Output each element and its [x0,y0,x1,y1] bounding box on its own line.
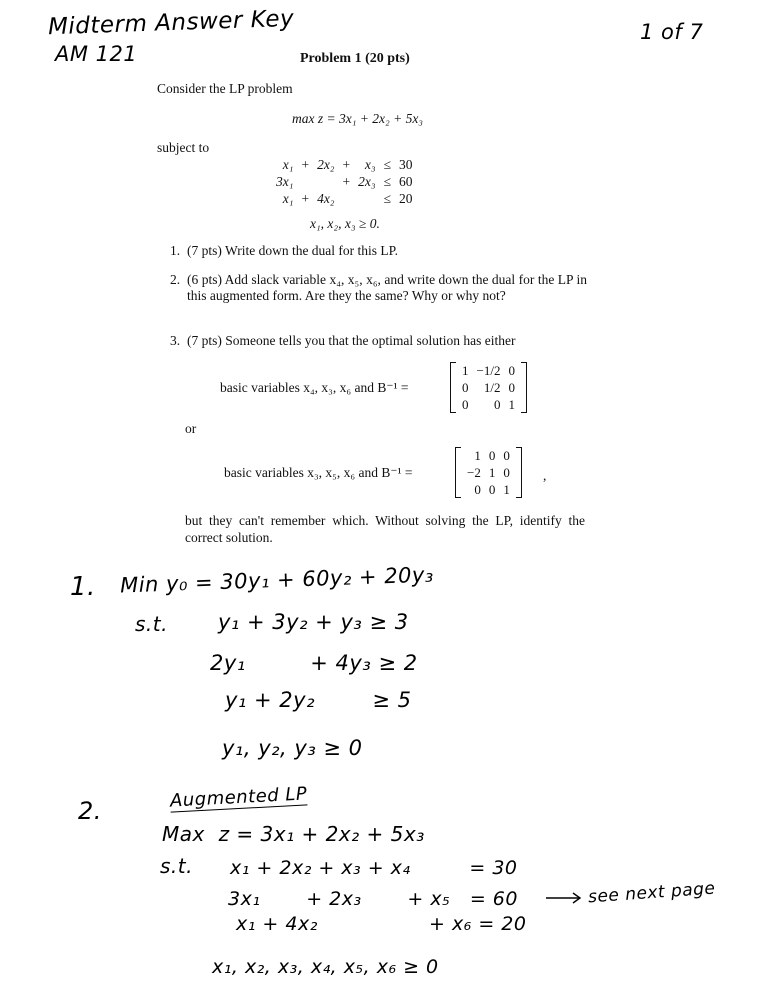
answer2-constraint: x₁ + 2x₂ + x₃ + x₄ = 30 [230,857,518,879]
matrix-cell: 0 [508,379,515,395]
item-text: (7 pts) Write down the dual for this LP. [187,243,399,258]
see-next-page-note: see next page [587,878,717,908]
matrix-cell: 0 [503,464,510,480]
answer2-heading: Augmented LP [169,783,308,812]
matrix-cell: −2 [467,464,481,480]
answer2-label: 2. [78,797,102,825]
right-bracket [521,362,527,413]
answer2-objective: Max z = 3x₁ + 2x₂ + 5x₃ [162,822,425,846]
closing-text: but they can't remember which. Without solving the LP, identify the correct solution. [185,513,585,545]
sys-cell: x₃ [364,156,376,172]
sys-cell [339,190,355,207]
left-bracket [455,447,461,498]
matrix-cell: 0 [462,396,469,412]
subject-to: subject to [157,140,210,155]
sys-cell: ≤ [383,156,391,172]
matrix-cell: 1/2 [483,379,501,395]
item-number: 1. [170,243,181,258]
item-text: (7 pts) Someone tells you that the optimal solution has either [187,333,516,348]
sys-cell: + [342,173,351,189]
matrix-cell: 1 [462,362,469,378]
option1-label: basic variables x₄, x₃, x₆ and B⁻¹ = [220,380,409,395]
objective-function: max z = 3x₁ + 2x₂ + 5x₃ [292,111,424,126]
matrix-cell: 1 [474,447,481,463]
item-text: (6 pts) Add slack variable x₄, x₅, x₆, and write down the dual for the LP in this augmented form. Are they the same? Why or why not? [187,272,587,303]
sys-cell [313,173,338,190]
answer1-constraint: 2y₁ + 4y₃ ≥ 2 [210,651,418,675]
item-number: 3. [170,333,181,348]
matrix-cell: 1 [488,464,496,480]
answer1-constraint: y₁ + 3y₂ + y₃ ≥ 3 [218,610,409,634]
or-text: or [185,421,197,436]
answer2-nonneg: x₁, x₂, x₃, x₄, x₅, x₆ ≥ 0 [212,956,439,978]
matrix-cell: 1 [508,396,515,412]
matrix-cell: 0 [508,362,515,378]
sys-cell: x₁ [282,156,294,172]
option2-suffix: , [543,468,547,483]
sys-cell: ≤ [383,190,391,206]
sys-cell: 2x₂ [317,156,335,172]
option2-matrix [455,447,522,498]
answer1-constraint: y₁ + 2y₂ ≥ 5 [225,688,412,712]
title-line1: Midterm Answer Key [47,5,295,41]
matrix-cell: −1/2 [476,362,501,378]
arrow-right-icon [545,890,583,909]
matrix-cell: 0 [474,481,481,497]
answer2-st: s.t. [160,854,193,878]
answer2-constraint: 3x₁ + 2x₃ + x₅ = 60 [228,888,518,910]
problem-heading: Problem 1 (20 pts) [300,51,410,66]
sys-cell: x₁ [282,190,294,206]
constraint-system [272,156,416,207]
left-bracket [450,362,456,413]
option2-label: basic variables x₃, x₅, x₆ and B⁻¹ = [224,465,413,480]
matrix-cell: 0 [503,447,510,463]
problem-intro: Consider the LP problem [157,81,293,96]
page-number: 1 of 7 [640,20,704,44]
sys-cell: + [342,156,351,172]
answer2-constraint: x₁ + 4x₂ + x₆ = 20 [236,913,527,935]
answer1-objective: Min y₀ = 30y₁ + 60y₂ + 20y₃ [119,562,435,598]
sys-cell: 3x₁ [276,173,294,189]
nonnegativity: x₁, x₂, x₃ ≥ 0. [310,216,380,231]
matrix-cell: 0 [488,447,496,463]
answer1-nonneg: y₁, y₂, y₃ ≥ 0 [222,736,363,760]
matrix-cell: 0 [493,396,501,412]
sys-cell: ≤ [383,173,391,189]
sys-cell [354,190,379,207]
title-line2: AM 121 [55,42,138,66]
sys-cell: + [301,190,310,206]
option1-matrix [450,362,527,413]
sys-cell: + [301,156,310,172]
sys-cell: 60 [398,173,413,189]
matrix-cell: 0 [488,481,496,497]
sys-cell: 20 [398,190,413,206]
sys-cell: 2x₃ [358,173,376,189]
sys-cell: 4x₂ [317,190,335,206]
item-number: 2. [170,272,181,287]
answer1-st: s.t. [135,612,168,636]
matrix-cell: 1 [503,481,510,497]
right-bracket [516,447,522,498]
sys-cell [297,173,313,190]
sys-cell: 30 [398,156,413,172]
answer1-label: 1. [70,572,96,602]
matrix-cell: 0 [462,379,469,395]
